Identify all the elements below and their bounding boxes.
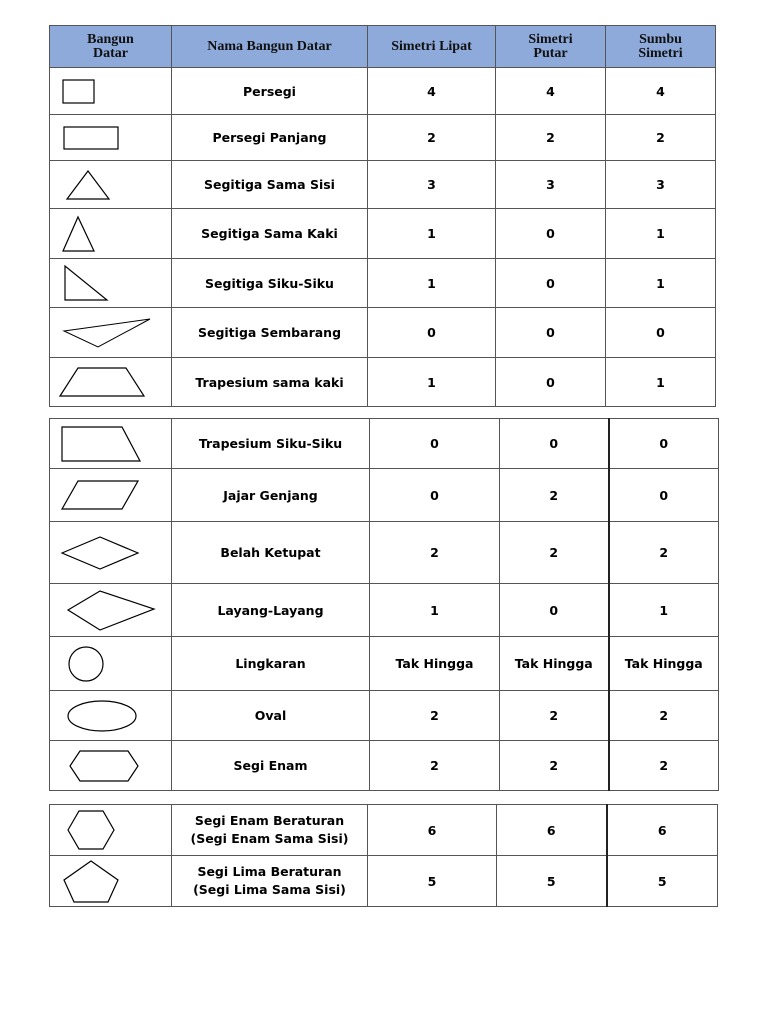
axis-value: 4 bbox=[606, 68, 716, 115]
fold-value: 2 bbox=[368, 115, 496, 161]
shape-name: Oval bbox=[172, 691, 370, 741]
fold-value: Tak Hingga bbox=[370, 637, 500, 691]
equilateral-triangle-icon bbox=[56, 167, 116, 203]
scalene-triangle-icon bbox=[56, 313, 156, 353]
header-symmetry-axis: Sumbu Simetri bbox=[606, 26, 716, 68]
kite-icon bbox=[56, 587, 156, 633]
rotate-value: 2 bbox=[500, 522, 609, 584]
regular-hexagon-icon bbox=[56, 808, 126, 852]
fold-value: 2 bbox=[370, 741, 500, 791]
fold-value: 1 bbox=[368, 358, 496, 407]
shape-cell bbox=[50, 584, 172, 637]
axis-value: 3 bbox=[606, 161, 716, 209]
fold-value: 2 bbox=[370, 522, 500, 584]
axis-value: 2 bbox=[606, 115, 716, 161]
rotate-value: 0 bbox=[496, 209, 606, 259]
fold-value: 5 bbox=[368, 856, 497, 907]
regular-pentagon-icon bbox=[56, 858, 126, 904]
shape-name bbox=[172, 805, 368, 856]
parallelogram-icon bbox=[56, 475, 156, 515]
axis-value: 1 bbox=[606, 358, 716, 407]
shape-name: Persegi Panjang bbox=[172, 115, 368, 161]
axis-value: 2 bbox=[609, 522, 719, 584]
rotate-value: 6 bbox=[497, 805, 607, 856]
rectangle-icon bbox=[56, 123, 126, 153]
table-row bbox=[50, 358, 716, 407]
axis-value: 1 bbox=[606, 209, 716, 259]
shape-cell bbox=[50, 637, 172, 691]
shape-name-line1: Segi Enam Beraturan bbox=[194, 813, 345, 828]
shape-cell bbox=[50, 209, 172, 259]
table-row bbox=[50, 68, 716, 115]
table-row bbox=[50, 741, 719, 791]
shape-cell bbox=[50, 259, 172, 308]
rotate-value: 2 bbox=[500, 691, 609, 741]
table-row bbox=[50, 308, 716, 358]
rotate-value: 2 bbox=[496, 115, 606, 161]
axis-value: Tak Hingga bbox=[609, 637, 719, 691]
rotate-value: Tak Hingga bbox=[500, 637, 609, 691]
fold-value: 1 bbox=[368, 259, 496, 308]
fold-value: 0 bbox=[370, 419, 500, 469]
shape-name: Persegi bbox=[172, 68, 368, 115]
axis-value: 6 bbox=[607, 805, 718, 856]
axis-value: 0 bbox=[609, 419, 719, 469]
rotate-value: 2 bbox=[500, 469, 609, 522]
symmetry-table-3 bbox=[49, 804, 718, 907]
isosceles-trapezoid-icon bbox=[56, 362, 156, 402]
square-icon bbox=[56, 76, 96, 106]
table-row bbox=[50, 856, 718, 907]
fold-value: 2 bbox=[370, 691, 500, 741]
symmetry-table-1 bbox=[49, 25, 716, 407]
shape-name: Layang-Layang bbox=[172, 584, 370, 637]
shape-name: Trapesium Siku-Siku bbox=[172, 419, 370, 469]
fold-value: 3 bbox=[368, 161, 496, 209]
fold-value: 1 bbox=[368, 209, 496, 259]
shape-name: Segitiga Sama Kaki bbox=[172, 209, 368, 259]
rotate-value: 0 bbox=[496, 358, 606, 407]
rotate-value: 4 bbox=[496, 68, 606, 115]
header-fold-symmetry: Simetri Lipat bbox=[368, 26, 496, 68]
table-row bbox=[50, 161, 716, 209]
shape-cell bbox=[50, 522, 172, 584]
table-row bbox=[50, 805, 718, 856]
shape-cell bbox=[50, 741, 172, 791]
right-trapezoid-icon bbox=[56, 423, 156, 465]
oval-icon bbox=[56, 696, 156, 736]
fold-value: 0 bbox=[370, 469, 500, 522]
shape-cell bbox=[50, 856, 172, 907]
shape-name: Segi Enam bbox=[172, 741, 370, 791]
shape-cell bbox=[50, 358, 172, 407]
shape-cell bbox=[50, 419, 172, 469]
rotate-value: 0 bbox=[500, 419, 609, 469]
axis-value: 2 bbox=[609, 691, 719, 741]
header-name: Nama Bangun Datar bbox=[172, 26, 368, 68]
table-row bbox=[50, 115, 716, 161]
shape-cell bbox=[50, 115, 172, 161]
circle-icon bbox=[56, 644, 116, 684]
hexagon-icon bbox=[56, 746, 156, 786]
rotate-value: 0 bbox=[496, 308, 606, 358]
shape-cell bbox=[50, 691, 172, 741]
fold-value: 1 bbox=[370, 584, 500, 637]
shape-cell bbox=[50, 469, 172, 522]
shape-name bbox=[172, 856, 368, 907]
rotate-value: 2 bbox=[500, 741, 609, 791]
table-row bbox=[50, 469, 719, 522]
shape-name: Trapesium sama kaki bbox=[172, 358, 368, 407]
shape-name: Jajar Genjang bbox=[172, 469, 370, 522]
table-header-row bbox=[50, 26, 716, 68]
axis-value: 1 bbox=[609, 584, 719, 637]
shape-name-line2: (Segi Enam Sama Sisi) bbox=[190, 831, 349, 846]
rotate-value: 0 bbox=[496, 259, 606, 308]
axis-value: 5 bbox=[607, 856, 718, 907]
rotate-value: 0 bbox=[500, 584, 609, 637]
table-row bbox=[50, 209, 716, 259]
header-shape: Bangun Datar bbox=[50, 26, 172, 68]
axis-value: 2 bbox=[609, 741, 719, 791]
shape-name: Segitiga Siku-Siku bbox=[172, 259, 368, 308]
fold-value: 0 bbox=[368, 308, 496, 358]
shape-cell bbox=[50, 805, 172, 856]
axis-value: 1 bbox=[606, 259, 716, 308]
rotate-value: 5 bbox=[497, 856, 607, 907]
shape-name-line2: (Segi Lima Sama Sisi) bbox=[193, 882, 346, 897]
rhombus-icon bbox=[56, 533, 156, 573]
fold-value: 4 bbox=[368, 68, 496, 115]
table-row bbox=[50, 691, 719, 741]
table-row bbox=[50, 637, 719, 691]
shape-cell bbox=[50, 308, 172, 358]
axis-value: 0 bbox=[606, 308, 716, 358]
table-row bbox=[50, 522, 719, 584]
right-triangle-icon bbox=[56, 262, 116, 304]
fold-value: 6 bbox=[368, 805, 497, 856]
symmetry-table-2 bbox=[49, 418, 719, 791]
axis-value: 0 bbox=[609, 469, 719, 522]
table-row bbox=[50, 419, 719, 469]
shape-cell bbox=[50, 161, 172, 209]
shape-name: Segitiga Sembarang bbox=[172, 308, 368, 358]
table-row bbox=[50, 584, 719, 637]
shape-cell bbox=[50, 68, 172, 115]
shape-name-line1: Segi Lima Beraturan bbox=[197, 864, 342, 879]
shape-name: Belah Ketupat bbox=[172, 522, 370, 584]
shape-name: Segitiga Sama Sisi bbox=[172, 161, 368, 209]
rotate-value: 3 bbox=[496, 161, 606, 209]
shape-name: Lingkaran bbox=[172, 637, 370, 691]
isosceles-triangle-icon bbox=[56, 213, 106, 255]
table-row bbox=[50, 259, 716, 308]
header-rotational-symmetry: Simetri Putar bbox=[496, 26, 606, 68]
